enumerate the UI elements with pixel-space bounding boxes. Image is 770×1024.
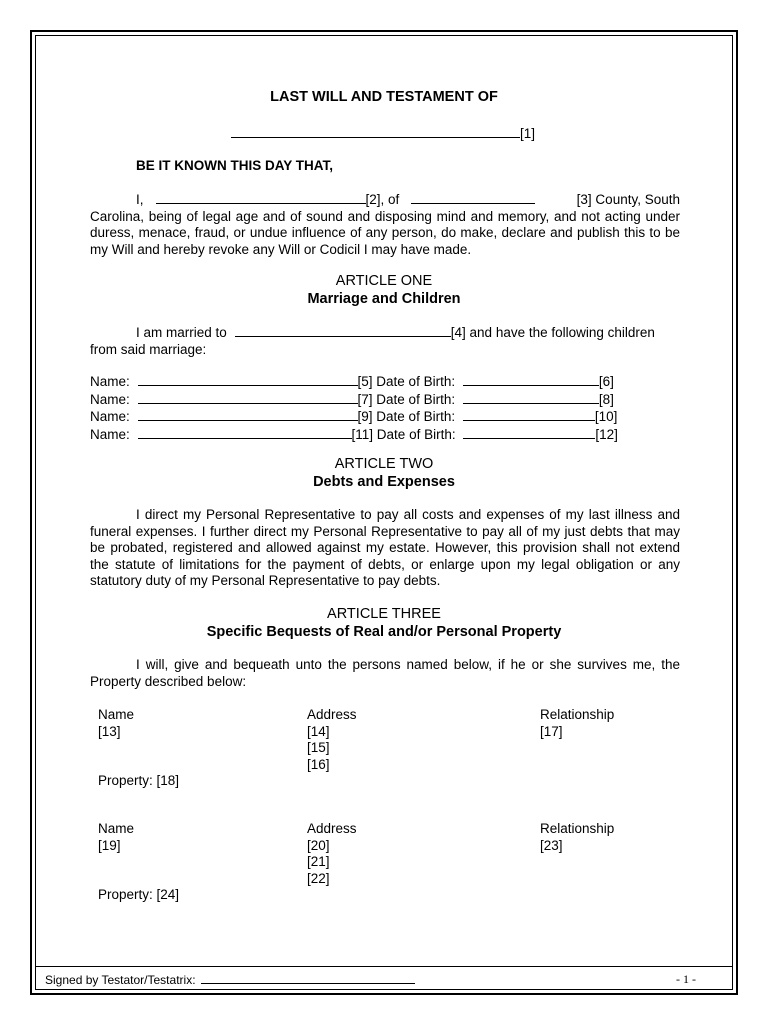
article-two-title: ARTICLE TWO (334, 456, 434, 472)
child-name-blank[interactable] (138, 373, 358, 386)
child-dob-blank[interactable] (463, 408, 595, 421)
relationship-header: Relationship (540, 821, 615, 836)
child-name-label: Name: (90, 426, 130, 442)
bequest-property: Property: [18] (98, 773, 180, 788)
dob-marker: [10] (594, 409, 618, 425)
testator-name-blank[interactable] (231, 125, 520, 138)
child-row (90, 373, 618, 391)
article-three-title: ARTICLE THREE (327, 606, 441, 622)
bequest-name-col (98, 821, 134, 854)
signature-blank[interactable] (201, 972, 415, 984)
name-header: Name (98, 821, 135, 836)
marriage-paragraph (90, 324, 680, 358)
name-header: Name (98, 707, 135, 722)
address-line: [21] (307, 854, 330, 869)
child-name-label: Name: (90, 374, 130, 389)
dob-marker: [6] (598, 374, 614, 389)
signature-line (45, 972, 415, 987)
child-dob-blank[interactable] (463, 391, 599, 404)
address-line: [14] (307, 723, 330, 739)
child-row (90, 426, 618, 444)
bequest-address-col (307, 707, 357, 773)
child-dob-blank[interactable] (463, 373, 599, 386)
marker-1: [1] (520, 126, 536, 141)
address-line: [16] (307, 756, 330, 772)
address-line: [15] (307, 740, 330, 755)
signed-label: Signed by Testator/Testatrix: (45, 973, 196, 987)
marriage-line (90, 324, 680, 342)
dob-marker: [8] (598, 391, 614, 407)
marker-2: [2], of (365, 192, 400, 207)
address-line: [20] (307, 837, 330, 853)
debts-paragraph: I direct my Personal Representative to pay all costs and expenses of my last illness and funeral expenses. I further direct my Personal Representative to pay all of my just debts that may be probated, registered and allowed against my estate. However, this provision shall not extend the statute of limitations for the payment of debts, or enlarge upon my legal obligation or any statutory duty of my Personal Representative to pay debts. (90, 507, 680, 589)
child-marker: [11] Date of Birth: (351, 426, 456, 442)
testator-blank[interactable] (156, 191, 366, 204)
known-heading: BE IT KNOWN THIS DAY THAT, (136, 158, 334, 173)
footer-divider (35, 966, 733, 967)
child-name-label: Name: (90, 409, 130, 425)
child-marker: [9] Date of Birth: (357, 409, 456, 425)
relationship-value: [17] (540, 723, 563, 739)
beneficiary-name: [13] (98, 723, 121, 739)
address-line: [22] (307, 870, 330, 886)
children-list (90, 373, 618, 443)
child-marker: [5] Date of Birth: (357, 374, 456, 389)
document-title: LAST WILL AND TESTAMENT OF (270, 89, 498, 105)
relationship-value: [23] (540, 837, 563, 853)
article-one-subtitle: Marriage and Children (307, 291, 461, 307)
intro-first-line (90, 191, 680, 209)
testator-name-line (231, 125, 535, 141)
bequest-relationship-col (540, 707, 614, 740)
married-to-label: I am married to (136, 325, 227, 340)
spouse-blank[interactable] (235, 324, 451, 337)
article-one-title: ARTICLE ONE (335, 273, 433, 289)
page-number: - 1 - (676, 972, 696, 986)
child-row (90, 408, 618, 426)
child-dob-blank[interactable] (463, 426, 595, 439)
address-header: Address (307, 821, 357, 836)
address-header: Address (307, 707, 357, 722)
county-blank[interactable] (411, 191, 535, 204)
child-name-blank[interactable] (138, 391, 358, 404)
from-marriage: from said marriage: (90, 341, 207, 357)
bequest-name-col (98, 707, 134, 740)
article-two-subtitle: Debts and Expenses (313, 474, 455, 490)
child-name-blank[interactable] (138, 408, 358, 421)
intro-text: Carolina, being of legal age and of sound and disposing mind and memory, and not acting under duress, menace, fraud, or undue influence of any person, do make, declare and publish this to be my Will and hereby revoke any Will or Codicil I may have made. (90, 208, 680, 257)
child-name-label: Name: (90, 391, 130, 407)
beneficiary-name: [19] (98, 837, 121, 853)
relationship-header: Relationship (540, 707, 615, 722)
bequest-property: Property: [24] (98, 887, 180, 902)
article-three-subtitle: Specific Bequests of Real and/or Personal Property (206, 624, 562, 640)
child-marker: [7] Date of Birth: (357, 391, 456, 407)
bequest-relationship-col (540, 821, 614, 854)
intro-paragraph (90, 191, 680, 258)
dob-marker: [12] (595, 426, 618, 442)
marker-3: [3] County, South (576, 192, 680, 207)
bequest-paragraph: I will, give and bequeath unto the persons named below, if he or she survives me, the Property described below: (90, 657, 680, 689)
intro-i: I, (136, 192, 144, 207)
child-name-blank[interactable] (138, 426, 352, 439)
child-row (90, 391, 618, 409)
marker-4: [4] and have the following children (450, 325, 655, 340)
bequest-address-col (307, 821, 357, 887)
